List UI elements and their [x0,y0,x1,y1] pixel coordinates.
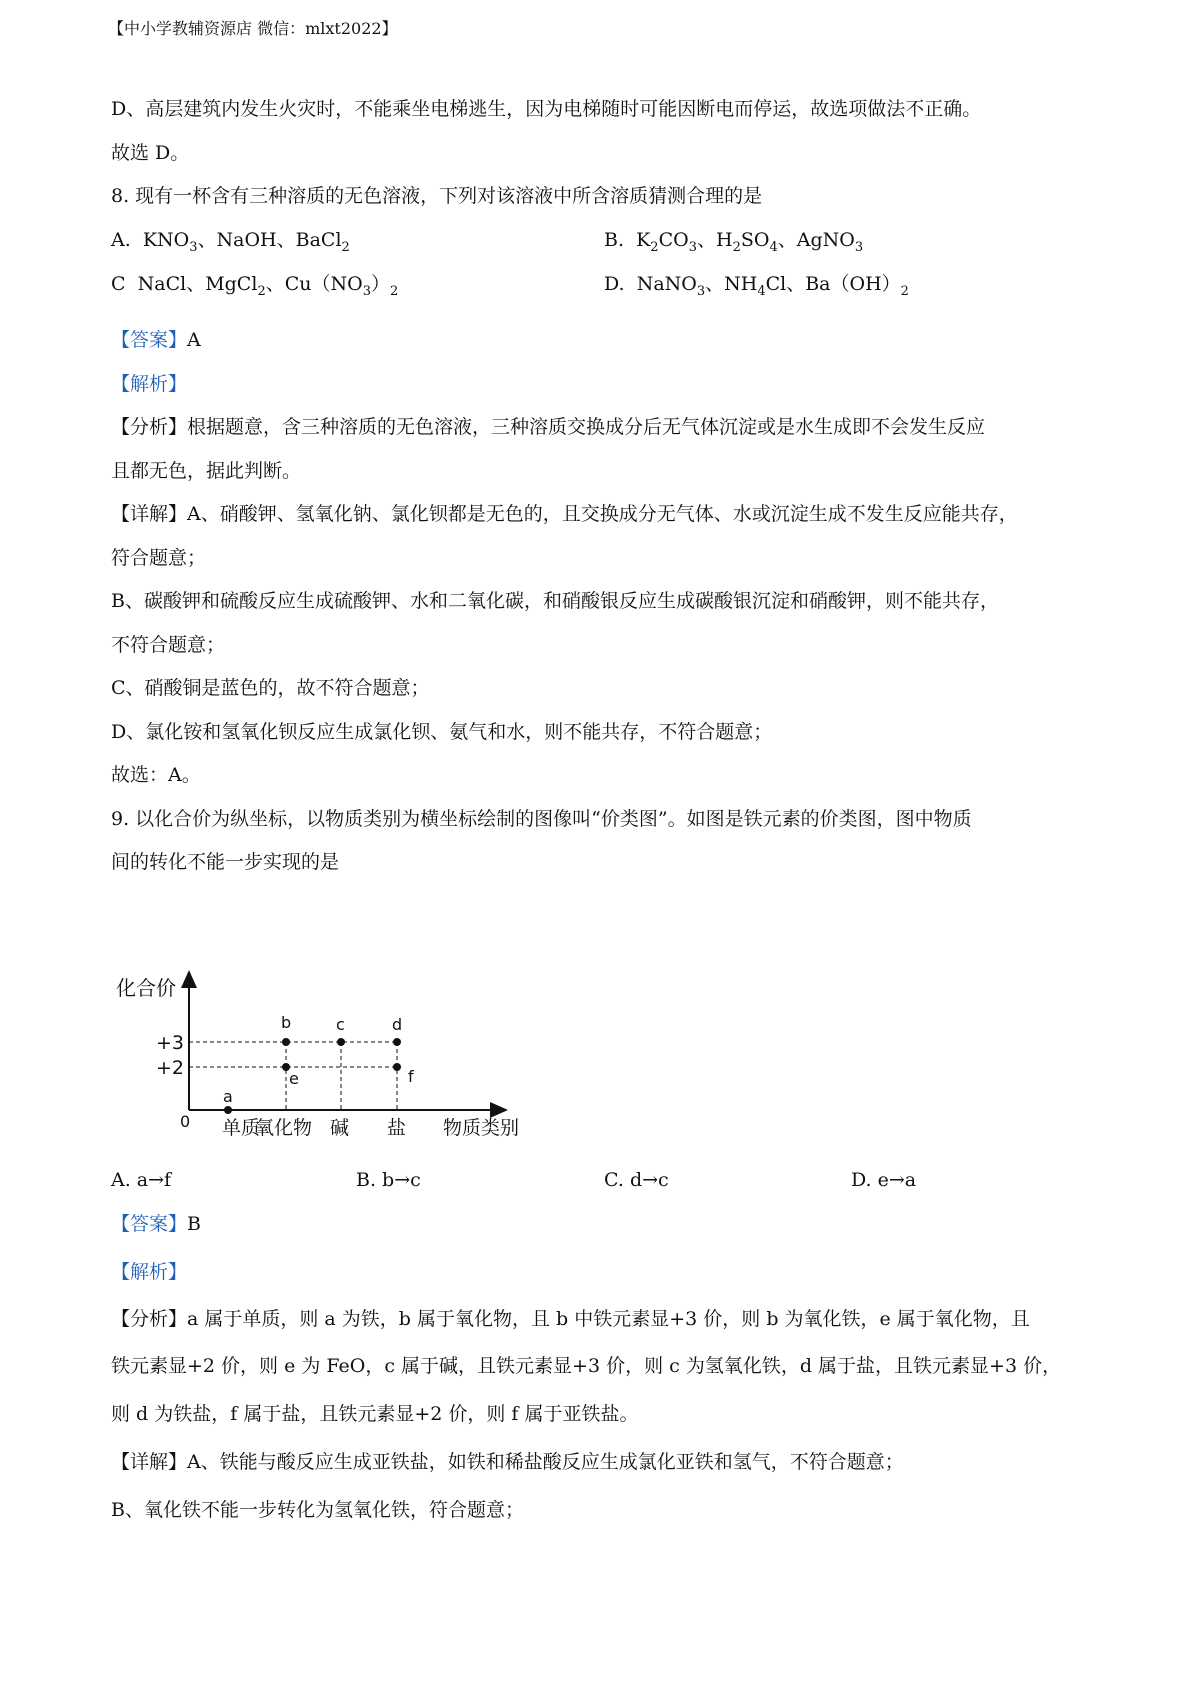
q9-xiangjie-tag: 【详解】 [111,1451,188,1473]
q8-xiangjie-a-text: A、硝酸钾、氢氧化钠、氯化钡都是无色的，且交换成分无气体、水或沉淀生成不发生反应能共存， [187,503,1018,525]
q8-answer [111,327,1120,353]
q9-analysis-tag: 【解析】 [111,1261,188,1283]
q9-xiangjie-a-text: A、铁能与酸反应生成亚铁盐，如铁和稀盐酸反应生成氯化亚铁和氢气，不符合题意； [187,1451,904,1473]
q8-option-b: B. $K_2CO_3$、$H_2SO_4$、AgNO$_3$ [604,229,864,255]
point-a [224,1106,232,1114]
q9-option-a: A. a→f [111,1169,172,1191]
q8-option-a: A. $KNO_3$、NaOH、BaCl$_2$ [111,229,350,255]
valence-category-diagram [108,968,548,1143]
q9-option-c: C. d→c [604,1169,669,1191]
q9-stem-line-2: 间的转化不能一步实现的是 [111,851,340,873]
q9-fenxi-line-3: 则 d 为铁盐，f 属于盐，且铁元素显+2 价，则 f 属于亚铁盐。 [111,1403,639,1425]
q8-fenxi-text-1: 根据题意，含三种溶质的无色溶液，三种溶质交换成分后无气体沉淀或是水生成即不会发生反应 [187,416,986,438]
x-category-danzhi: 单质 [222,1117,261,1139]
y-tick-plus3: +3 [156,1032,185,1054]
q8-stem: 8. 现有一杯含有三种溶质的无色溶液，下列对该溶液中所含溶质猜测合理的是 [111,185,763,207]
q8-answer-tag: 【答案】 [111,329,188,351]
q8-fenxi-line-1 [111,414,1120,440]
y-axis-label: 化合价 [116,976,176,1000]
q9-xiangjie-b: B、氧化铁不能一步转化为氢氧化铁，符合题意； [111,1499,524,1521]
point-e-label: e [289,1069,299,1088]
q9-answer-value: B [187,1213,201,1235]
q7-option-d-explanation: D、高层建筑内发生火灾时，不能乘坐电梯逃生，因为电梯随时可能因断电而停运，故选项做法不正确。 [111,98,982,120]
point-b [282,1038,290,1046]
q9-option-d: D. e→a [851,1169,917,1191]
x-category-yanghuawu: 氧化物 [255,1117,313,1139]
q8-option-a-label: A. [111,229,131,251]
point-c-label: c [336,1015,345,1034]
q8-xiangjie-d: D、氯化铵和氢氧化钡反应生成氯化钡、氨气和水，则不能共存，不符合题意； [111,721,773,743]
q8-xiangjie-b-line-1: B、碳酸钾和硫酸反应生成硫酸钾、水和二氧化碳，和硝酸银反应生成碳酸银沉淀和硝酸钾，则不能共存， [111,590,999,612]
y-tick-zero: 0 [180,1112,191,1131]
point-d-label: d [392,1015,403,1034]
q8-option-c-label: C [111,273,126,295]
point-f-label: f [408,1067,414,1086]
q9-fenxi-line-2: 铁元素显+2 价，则 e 为 FeO，c 属于碱，且铁元素显+3 价，则 c 为氢氧化铁，d 属于盐，且铁元素显+3 价， [111,1355,1062,1377]
y-tick-plus2: +2 [156,1057,185,1079]
x-category-yan: 盐 [387,1117,407,1139]
point-f [393,1063,401,1071]
q8-option-d-label: D. [604,273,625,295]
q8-xiangjie-c: C、硝酸铜是蓝色的，故不符合题意； [111,677,430,699]
q9-fenxi-tag: 【分析】 [111,1308,188,1330]
point-d [393,1038,401,1046]
point-a-label: a [223,1087,233,1106]
q8-option-d: D. NaNO$_3$、$NH_4Cl$、$Ba(OH)_2$ [604,273,909,299]
q9-option-b: B. b→c [356,1169,421,1191]
q8-option-c: C NaCl、MgCl$_2$、$Cu(NO_3)_2$ [111,273,399,299]
q9-xiangjie-a [111,1449,1120,1475]
q9-stem-line-1: 9. 以化合价为纵坐标，以物质类别为横坐标绘制的图像叫“价类图”。如图是铁元素的价类图，图中物质 [111,808,972,830]
q8-xiangjie-a-line-1 [111,501,1120,527]
q8-fenxi-tag: 【分析】 [111,416,188,438]
q8-analysis-tag: 【解析】 [111,373,188,395]
q8-conclusion: 故选：A。 [111,764,201,786]
page-header: 【中小学教辅资源店 微信：mlxt2022】 [108,19,398,38]
x-category-jian: 碱 [330,1117,350,1139]
q9-fenxi-line-1 [111,1306,1120,1332]
x-axis-label: 物质类别 [443,1117,520,1139]
q8-xiangjie-a-line-2: 符合题意； [111,547,207,569]
q9-fenxi-text-1: a 属于单质，则 a 为铁，b 属于氧化物，且 b 中铁元素显+3 价，则 b 为氧化铁，e 属于氧化物，且 [187,1308,1030,1330]
q9-answer-tag: 【答案】 [111,1213,188,1235]
q9-answer [111,1211,1120,1237]
q7-conclusion: 故选 D。 [111,142,190,164]
point-b-label: b [281,1013,292,1032]
q8-xiangjie-b-line-2: 不符合题意； [111,634,226,656]
q8-xiangjie-tag: 【详解】 [111,503,188,525]
point-c [337,1038,345,1046]
q8-fenxi-line-2: 且都无色，据此判断。 [111,460,302,482]
q8-option-b-label: B. [604,229,625,251]
q8-answer-value: A [187,329,201,351]
